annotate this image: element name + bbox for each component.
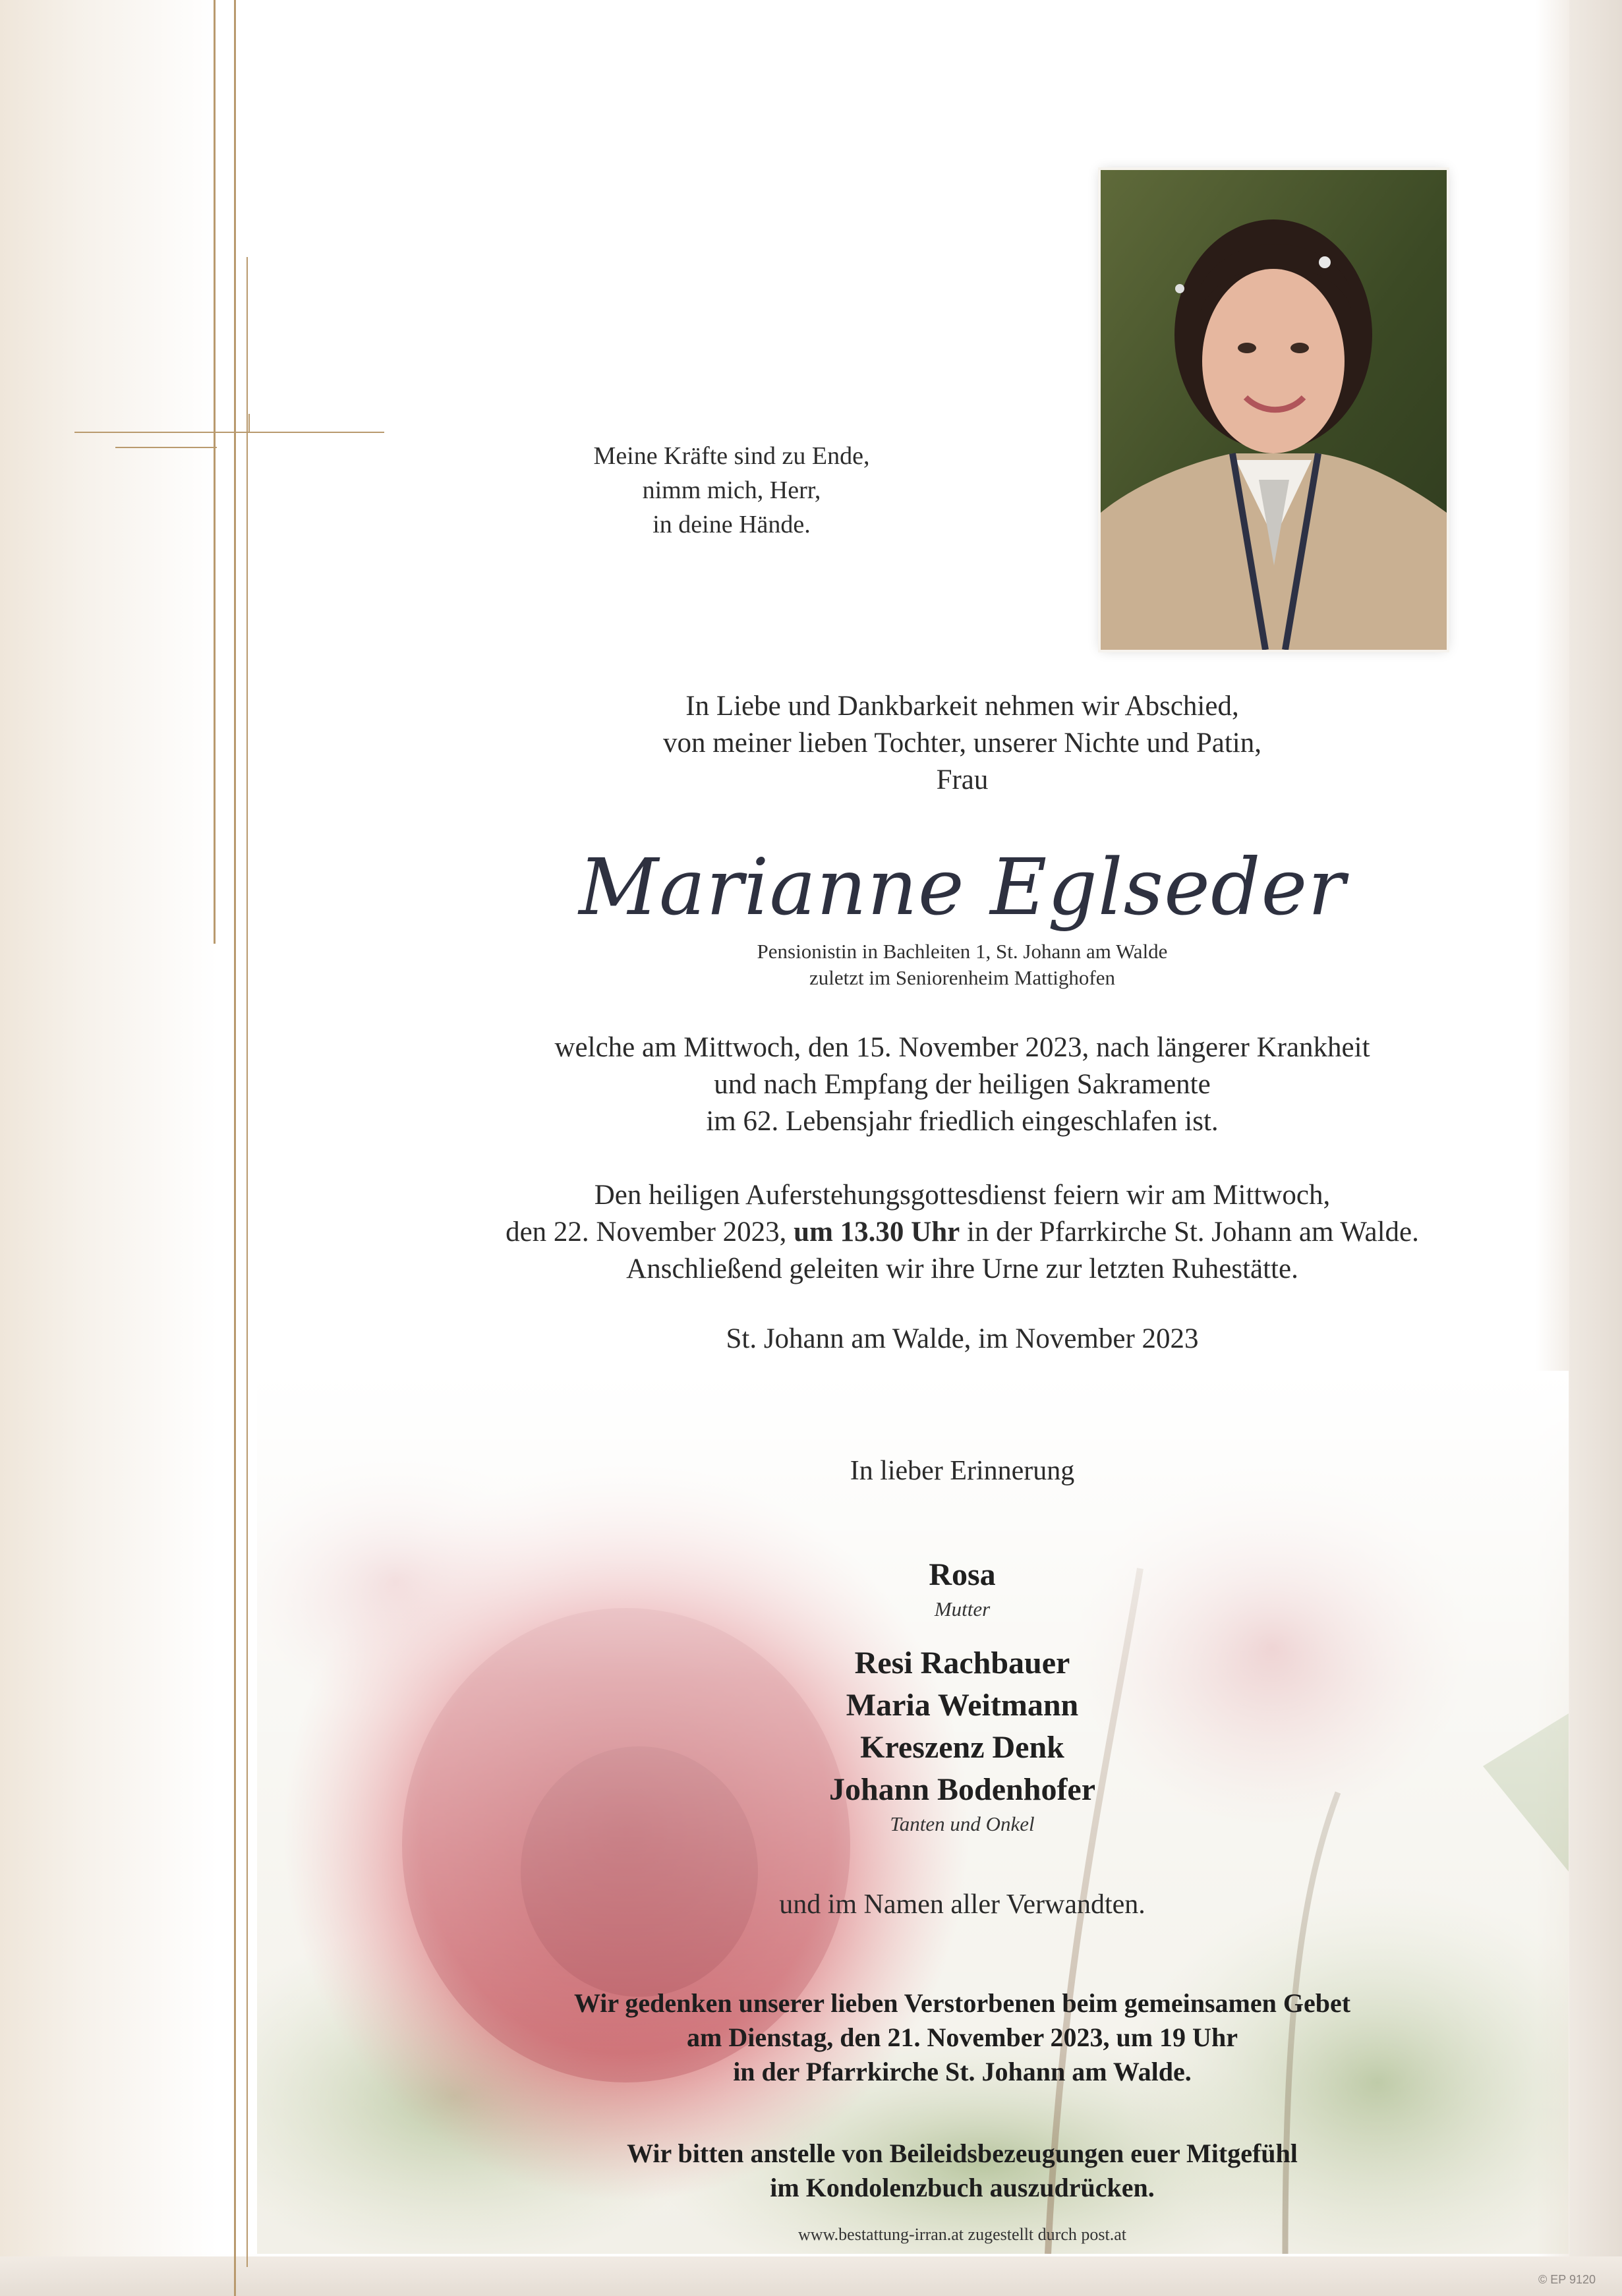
deceased-detail-2: zuletzt im Seniorenheim Mattighofen xyxy=(809,966,1116,989)
quote-line-1: Meine Kräfte sind zu Ende, xyxy=(593,442,870,470)
cross-horizontal-line-top xyxy=(74,432,384,433)
service-location: in der Pfarrkirche St. Johann am Walde. xyxy=(966,1217,1419,1248)
cross-upper-arm-line xyxy=(248,414,250,432)
condolence-line-2: im Kondolenzbuch auszudrücken. xyxy=(770,2173,1155,2202)
service-date: den 22. November 2023, xyxy=(506,1217,787,1248)
deceased-name: Marianne Eglseder xyxy=(579,842,1346,933)
cross-vertical-line-left xyxy=(214,0,216,944)
condolence-notice xyxy=(303,2137,1621,2205)
quote-line-3: in deine Hände. xyxy=(652,511,811,538)
death-line-2: und nach Empfang der heiligen Sakramente xyxy=(714,1069,1211,1100)
relative-name: Kreszenz Denk xyxy=(860,1730,1064,1765)
quote-block xyxy=(237,439,1226,542)
relative-name: Resi Rachbauer xyxy=(854,1646,1070,1680)
service-notice xyxy=(303,1177,1621,1288)
prayer-notice xyxy=(303,1986,1621,2089)
relative-name: Maria Weitmann xyxy=(846,1688,1079,1723)
place-date: St. Johann am Walde, im November 2023 xyxy=(726,1323,1199,1354)
mother-relation: Mutter xyxy=(934,1597,991,1621)
cross-horizontal-line-bottom xyxy=(115,447,217,448)
death-line-1: welche am Mittwoch, den 15. November 2023, nach längerer Krankheit xyxy=(554,1032,1370,1063)
service-line-3: Anschließend geleiten wir ihre Urne zur letzten Ruhestätte. xyxy=(626,1253,1298,1284)
prayer-line-1: Wir gedenken unserer lieben Verstorbenen beim gemeinsamen Gebet xyxy=(573,1988,1351,2018)
service-line-2 xyxy=(303,1214,1621,1251)
print-code: © EP 9120 xyxy=(1538,2273,1596,2286)
frame-right-edge xyxy=(1569,0,1622,2296)
cross-vertical-line-right xyxy=(234,0,236,2296)
deceased-detail-1: Pensionistin in Bachleiten 1, St. Johann am Walde xyxy=(757,940,1168,963)
memory-heading: In lieber Erinnerung xyxy=(850,1456,1075,1486)
closing-line: und im Namen aller Verwandten. xyxy=(779,1889,1145,1920)
deceased-details xyxy=(303,938,1621,991)
death-line-3: im 62. Lebensjahr friedlich eingeschlafen ist. xyxy=(706,1106,1219,1137)
footer-url: www.bestattung-irran.at zugestellt durch post.at xyxy=(798,2225,1126,2244)
service-line-1: Den heiligen Auferstehungsgottesdienst feiern wir am Mittwoch, xyxy=(594,1180,1331,1211)
prayer-line-2: am Dienstag, den 21. November 2023, um 19 Uhr xyxy=(687,2023,1238,2052)
relatives-relation: Tanten und Onkel xyxy=(890,1812,1035,1835)
frame-bottom-edge xyxy=(0,2256,1622,2296)
service-time: um 13.30 Uhr xyxy=(794,1217,960,1248)
mourners-block xyxy=(303,1554,1621,1837)
prayer-line-3: in der Pfarrkirche St. Johann am Walde. xyxy=(733,2057,1192,2086)
portrait-photo xyxy=(1101,170,1447,650)
condolence-line-1: Wir bitten anstelle von Beileidsbezeugungen euer Mitgefühl xyxy=(627,2138,1298,2168)
intro-line-2: von meiner lieben Tochter, unserer Nichte und Patin, xyxy=(663,728,1261,759)
death-notice xyxy=(303,1029,1621,1140)
intro-block xyxy=(303,688,1621,799)
relative-name: Johann Bodenhofer xyxy=(828,1772,1096,1807)
intro-line-3: Frau xyxy=(936,764,989,795)
cross-inner-vertical-line xyxy=(246,257,248,2267)
quote-line-2: nimm mich, Herr, xyxy=(642,476,821,504)
intro-line-1: In Liebe und Dankbarkeit nehmen wir Abschied, xyxy=(685,691,1239,722)
mother-name: Rosa xyxy=(929,1557,996,1592)
